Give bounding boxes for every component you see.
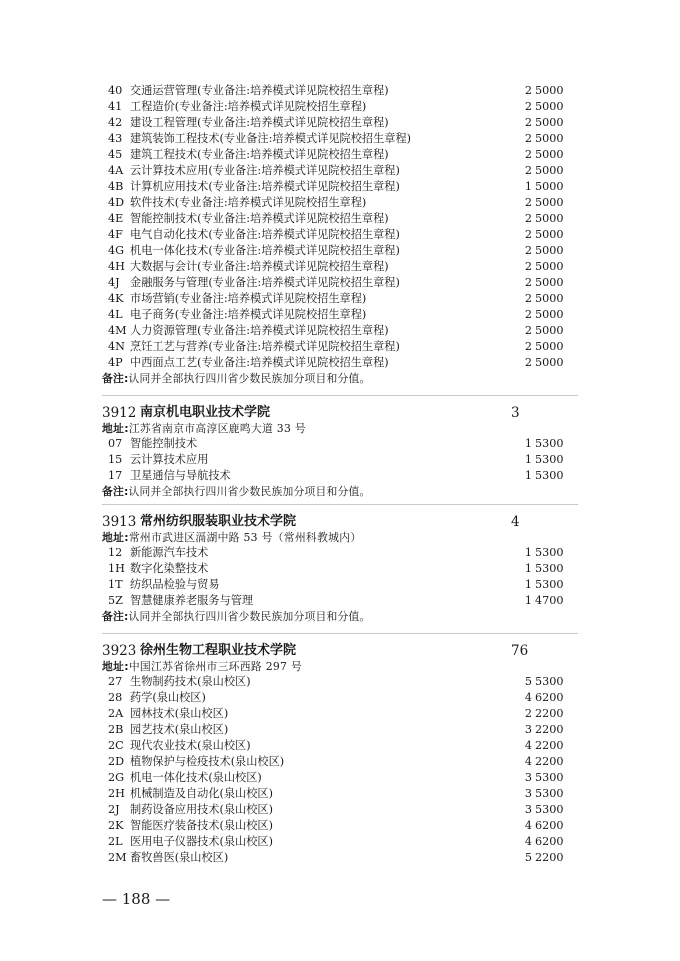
- major-tuition: 5300: [535, 675, 564, 688]
- school-code: 3923: [102, 643, 137, 659]
- major-tuition: 2200: [535, 723, 564, 736]
- major-plan-count: 2: [524, 148, 532, 161]
- school-code: 3912: [102, 405, 137, 421]
- school-header: [102, 641, 572, 661]
- major-name: 电气自动化技术(专业备注:培养模式详见院校招生章程): [130, 228, 400, 241]
- school-header: [102, 403, 572, 423]
- major-code: 4E: [108, 212, 124, 225]
- major-name: 人力资源管理(专业备注:培养模式详见院校招生章程): [130, 324, 389, 337]
- major-plan-count: 4: [524, 691, 532, 704]
- major-name: 中西面点工艺(专业备注:培养模式详见院校招生章程): [130, 356, 389, 369]
- major-code: 2L: [108, 835, 123, 848]
- major-name: 机械制造及自动化(泉山校区): [130, 787, 273, 800]
- major-plan-count: 2: [524, 164, 532, 177]
- school-total-plan: 4: [511, 514, 520, 530]
- major-tuition: 5300: [535, 562, 564, 575]
- major-code: 28: [108, 691, 123, 704]
- major-code: 2M: [108, 851, 127, 864]
- major-row: [108, 99, 568, 115]
- major-name: 智慧健康养老服务与管理: [130, 594, 254, 607]
- remark-label: 备注:: [102, 485, 129, 498]
- major-code: 41: [108, 100, 123, 113]
- major-plan-count: 1: [524, 469, 532, 482]
- school-name: 常州纺织服装职业技术学院: [140, 514, 297, 529]
- major-code: 2C: [108, 739, 124, 752]
- major-tuition: 5000: [535, 196, 564, 209]
- major-name: 工程造价(专业备注:培养模式详见院校招生章程): [130, 100, 367, 113]
- major-row: [108, 163, 568, 179]
- major-tuition: 5000: [535, 244, 564, 257]
- major-code: 2H: [108, 787, 125, 800]
- major-code: 2G: [108, 771, 125, 784]
- major-tuition: 2200: [535, 755, 564, 768]
- major-tuition: 6200: [535, 835, 564, 848]
- major-tuition: 5300: [535, 453, 564, 466]
- major-row: [108, 147, 568, 163]
- major-name: 建设工程管理(专业备注:培养模式详见院校招生章程): [130, 116, 389, 129]
- major-plan-count: 1: [524, 546, 532, 559]
- major-tuition: 2200: [535, 851, 564, 864]
- major-code: 17: [108, 469, 123, 482]
- major-name: 园林技术(泉山校区): [130, 707, 229, 720]
- major-tuition: 2200: [535, 707, 564, 720]
- major-row: [108, 339, 568, 355]
- major-plan-count: 2: [524, 244, 532, 257]
- major-tuition: 5000: [535, 164, 564, 177]
- remark-label: 备注:: [102, 372, 129, 385]
- major-code: 1H: [108, 562, 125, 575]
- major-row: [108, 674, 568, 690]
- major-plan-count: 1: [524, 437, 532, 450]
- major-plan-count: 2: [524, 356, 532, 369]
- major-plan-count: 2: [524, 132, 532, 145]
- major-plan-count: 2: [524, 196, 532, 209]
- major-code: 40: [108, 84, 123, 97]
- major-row: [108, 577, 568, 593]
- major-code: 4J: [108, 276, 120, 289]
- major-name: 市场营销(专业备注:培养模式详见院校招生章程): [130, 292, 367, 305]
- major-tuition: 6200: [535, 691, 564, 704]
- major-name: 建筑装饰工程技术(专业备注:培养模式详见院校招生章程): [130, 132, 411, 145]
- major-plan-count: 1: [524, 562, 532, 575]
- major-plan-count: 4: [524, 739, 532, 752]
- major-code: 2D: [108, 755, 125, 768]
- major-plan-count: 3: [524, 803, 532, 816]
- school-code: 3913: [102, 514, 137, 530]
- major-plan-count: 2: [524, 100, 532, 113]
- major-name: 云计算技术应用(专业备注:培养模式详见院校招生章程): [130, 164, 400, 177]
- major-row: [108, 468, 568, 484]
- major-name: 烹饪工艺与营养(专业备注:培养模式详见院校招生章程): [130, 340, 400, 353]
- major-name: 计算机应用技术(专业备注:培养模式详见院校招生章程): [130, 180, 400, 193]
- major-name: 制药设备应用技术(泉山校区): [130, 803, 273, 816]
- major-row: [108, 211, 568, 227]
- major-row: [108, 690, 568, 706]
- major-code: 4F: [108, 228, 123, 241]
- major-code: 4H: [108, 260, 125, 273]
- major-plan-count: 2: [524, 276, 532, 289]
- major-plan-count: 2: [524, 228, 532, 241]
- major-row: [108, 545, 568, 561]
- major-plan-count: 2: [524, 340, 532, 353]
- major-code: 1T: [108, 578, 123, 591]
- major-code: 2A: [108, 707, 124, 720]
- major-name: 建筑工程技术(专业备注:培养模式详见院校招生章程): [130, 148, 389, 161]
- major-tuition: 5000: [535, 84, 564, 97]
- major-tuition: 5000: [535, 148, 564, 161]
- major-code: 4K: [108, 292, 124, 305]
- major-name: 医用电子仪器技术(泉山校区): [130, 835, 273, 848]
- school-address: [102, 422, 306, 436]
- major-name: 生物制药技术(泉山校区): [130, 675, 251, 688]
- major-name: 大数据与会计(专业备注:培养模式详见院校招生章程): [130, 260, 389, 273]
- major-name: 电子商务(专业备注:培养模式详见院校招生章程): [130, 308, 367, 321]
- major-tuition: 5300: [535, 771, 564, 784]
- address-text: 江苏省南京市高淳区鹿鸣大道 33 号: [128, 422, 306, 435]
- major-tuition: 5000: [535, 260, 564, 273]
- major-tuition: 5000: [535, 340, 564, 353]
- major-row: [108, 436, 568, 452]
- major-code: 4G: [108, 244, 125, 257]
- major-plan-count: 2: [524, 84, 532, 97]
- major-row: [108, 452, 568, 468]
- major-row: [108, 83, 568, 99]
- major-tuition: 5000: [535, 228, 564, 241]
- major-code: 4P: [108, 356, 123, 369]
- major-row: [108, 834, 568, 850]
- school-name: 南京机电职业技术学院: [140, 405, 271, 420]
- major-plan-count: 4: [524, 819, 532, 832]
- major-code: 07: [108, 437, 123, 450]
- remark-label: 备注:: [102, 610, 129, 623]
- major-tuition: 4700: [535, 594, 564, 607]
- major-row: [108, 227, 568, 243]
- major-row: [108, 754, 568, 770]
- major-tuition: 5000: [535, 180, 564, 193]
- major-row: [108, 259, 568, 275]
- major-tuition: 5000: [535, 276, 564, 289]
- major-row: [108, 179, 568, 195]
- major-tuition: 6200: [535, 819, 564, 832]
- major-tuition: 5000: [535, 100, 564, 113]
- major-tuition: 5300: [535, 437, 564, 450]
- major-row: [108, 786, 568, 802]
- major-plan-count: 3: [524, 771, 532, 784]
- major-plan-count: 3: [524, 723, 532, 736]
- major-row: [108, 850, 568, 866]
- school-address: [102, 660, 302, 674]
- major-row: [108, 195, 568, 211]
- major-name: 园艺技术(泉山校区): [130, 723, 229, 736]
- major-tuition: 5000: [535, 116, 564, 129]
- major-tuition: 5000: [535, 292, 564, 305]
- major-plan-count: 5: [524, 675, 532, 688]
- major-row: [108, 355, 568, 371]
- major-row: [108, 291, 568, 307]
- major-code: 4L: [108, 308, 123, 321]
- major-plan-count: 2: [524, 707, 532, 720]
- major-name: 畜牧兽医(泉山校区): [130, 851, 229, 864]
- school-address: [102, 531, 361, 545]
- address-text: 中国江苏省徐州市三环西路 297 号: [128, 660, 303, 673]
- major-row: [108, 593, 568, 609]
- major-name: 卫星通信与导航技术: [130, 469, 231, 482]
- major-code: 5Z: [108, 594, 123, 607]
- major-code: 2J: [108, 803, 120, 816]
- address-label: 地址:: [102, 531, 129, 544]
- major-plan-count: 2: [524, 292, 532, 305]
- section-divider: [102, 395, 578, 396]
- major-row: [108, 561, 568, 577]
- major-name: 机电一体化技术(专业备注:培养模式详见院校招生章程): [130, 244, 400, 257]
- major-tuition: 5000: [535, 324, 564, 337]
- address-label: 地址:: [102, 422, 129, 435]
- section-divider: [102, 633, 578, 634]
- major-name: 智能控制技术: [130, 437, 198, 450]
- major-name: 植物保护与检疫技术(泉山校区): [130, 755, 285, 768]
- page-number: — 188 —: [102, 890, 171, 908]
- major-code: 4M: [108, 324, 127, 337]
- major-tuition: 5000: [535, 356, 564, 369]
- major-row: [108, 323, 568, 339]
- section-divider: [102, 504, 578, 505]
- major-name: 新能源汽车技术: [130, 546, 209, 559]
- major-name: 药学(泉山校区): [130, 691, 206, 704]
- major-tuition: 5300: [535, 578, 564, 591]
- major-row: [108, 722, 568, 738]
- major-code: 27: [108, 675, 123, 688]
- major-code: 12: [108, 546, 123, 559]
- major-name: 智能控制技术(专业备注:培养模式详见院校招生章程): [130, 212, 389, 225]
- major-name: 数字化染整技术: [130, 562, 209, 575]
- major-row: [108, 818, 568, 834]
- major-plan-count: 2: [524, 260, 532, 273]
- major-row: [108, 243, 568, 259]
- major-tuition: 5000: [535, 212, 564, 225]
- major-plan-count: 5: [524, 851, 532, 864]
- major-code: 4N: [108, 340, 125, 353]
- major-code: 43: [108, 132, 123, 145]
- major-code: 42: [108, 116, 123, 129]
- major-name: 软件技术(专业备注:培养模式详见院校招生章程): [130, 196, 367, 209]
- school-name: 徐州生物工程职业技术学院: [140, 643, 297, 658]
- major-plan-count: 4: [524, 835, 532, 848]
- major-plan-count: 2: [524, 212, 532, 225]
- major-row: [108, 802, 568, 818]
- major-plan-count: 2: [524, 324, 532, 337]
- major-row: [108, 770, 568, 786]
- major-plan-count: 2: [524, 308, 532, 321]
- major-code: 4A: [108, 164, 124, 177]
- school-total-plan: 76: [511, 643, 529, 659]
- remark-text: 认同并全部执行四川省少数民族加分项目和分值。: [128, 610, 371, 623]
- major-row: [108, 131, 568, 147]
- major-plan-count: 2: [524, 116, 532, 129]
- remark-text: 认同并全部执行四川省少数民族加分项目和分值。: [128, 372, 371, 385]
- major-plan-count: 1: [524, 180, 532, 193]
- major-plan-count: 1: [524, 453, 532, 466]
- address-text: 常州市武进区滆湖中路 53 号（常州科教城内）: [128, 531, 362, 544]
- major-plan-count: 4: [524, 755, 532, 768]
- major-name: 金融服务与管理(专业备注:培养模式详见院校招生章程): [130, 276, 400, 289]
- major-plan-count: 1: [524, 594, 532, 607]
- major-plan-count: 1: [524, 578, 532, 591]
- remark-line: [102, 372, 370, 386]
- major-row: [108, 706, 568, 722]
- major-name: 纺织品检验与贸易: [130, 578, 220, 591]
- major-plan-count: 3: [524, 787, 532, 800]
- major-tuition: 5300: [535, 546, 564, 559]
- remark-text: 认同并全部执行四川省少数民族加分项目和分值。: [128, 485, 371, 498]
- school-total-plan: 3: [511, 405, 520, 421]
- major-name: 云计算技术应用: [130, 453, 209, 466]
- major-tuition: 5300: [535, 787, 564, 800]
- major-code: 45: [108, 148, 123, 161]
- major-code: 15: [108, 453, 123, 466]
- major-tuition: 5000: [535, 308, 564, 321]
- address-label: 地址:: [102, 660, 129, 673]
- major-tuition: 5300: [535, 469, 564, 482]
- major-tuition: 2200: [535, 739, 564, 752]
- major-name: 机电一体化技术(泉山校区): [130, 771, 262, 784]
- major-name: 智能医疗装备技术(泉山校区): [130, 819, 273, 832]
- major-row: [108, 115, 568, 131]
- school-header: [102, 512, 572, 532]
- major-code: 2K: [108, 819, 124, 832]
- major-name: 交通运营管理(专业备注:培养模式详见院校招生章程): [130, 84, 389, 97]
- major-tuition: 5000: [535, 132, 564, 145]
- major-code: 2B: [108, 723, 124, 736]
- major-tuition: 5300: [535, 803, 564, 816]
- major-row: [108, 275, 568, 291]
- major-code: 4D: [108, 196, 125, 209]
- major-code: 4B: [108, 180, 124, 193]
- major-row: [108, 307, 568, 323]
- remark-line: [102, 485, 370, 499]
- major-row: [108, 738, 568, 754]
- remark-line: [102, 610, 370, 624]
- major-name: 现代农业技术(泉山校区): [130, 739, 251, 752]
